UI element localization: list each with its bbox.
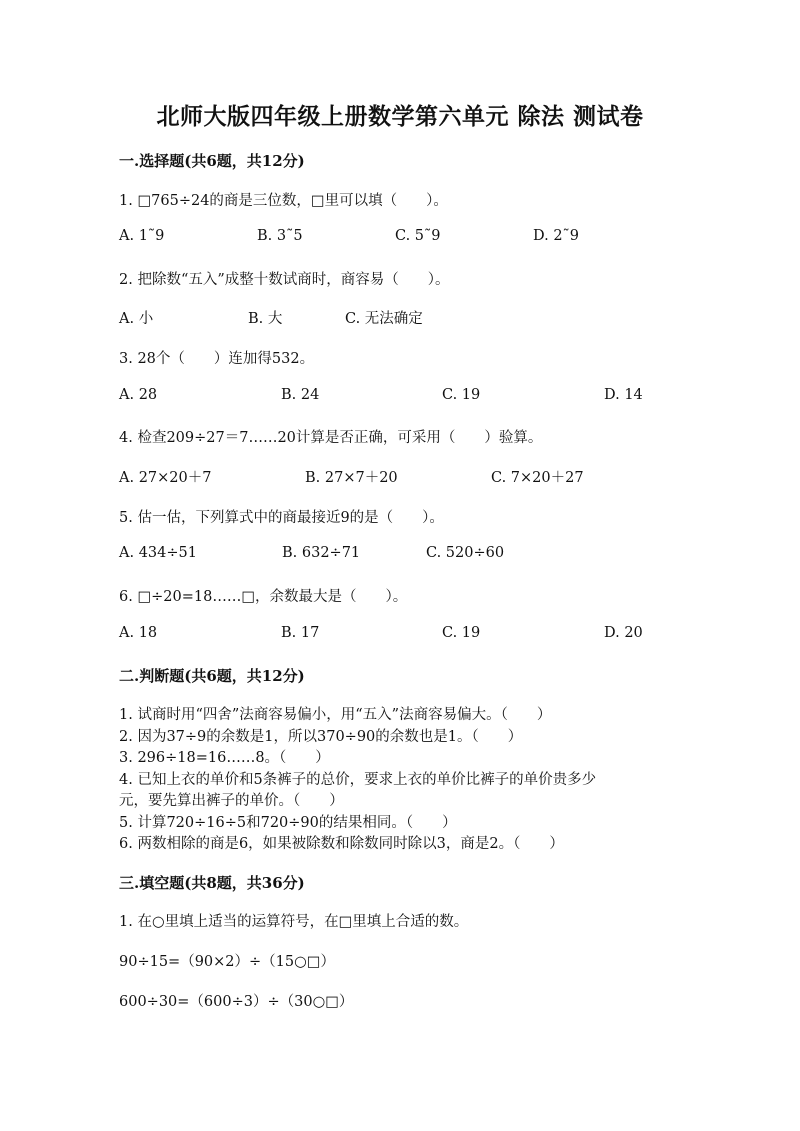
option-b: B. 17	[281, 625, 320, 641]
choice-options-3	[119, 387, 679, 407]
option-d: D. 2˜9	[533, 228, 580, 244]
choice-options-2	[119, 307, 679, 327]
choice-options-5	[119, 545, 679, 565]
judge-line: 6. 两数相除的商是6，如果被除数和除数同时除以3，商是2。（ ）	[119, 836, 564, 852]
option-a: A. 434÷51	[119, 545, 197, 561]
option-c: C. 7×20＋27	[491, 470, 584, 486]
option-a: A. 小	[119, 311, 154, 327]
judge-line: 元，要先算出裤子的单价。（ ）	[119, 793, 344, 809]
option-a: A. 28	[119, 387, 158, 403]
option-c: C. 无法确定	[345, 311, 423, 327]
judge-line: 2. 因为37÷9的余数是1，所以370÷90的余数也是1。（ ）	[119, 729, 523, 745]
option-a: A. 18	[119, 625, 158, 641]
option-c: C. 19	[442, 625, 481, 641]
option-b: B. 3˜5	[257, 228, 303, 244]
choice-question-4: 4. 检查209÷27＝7……20计算是否正确，可采用（ ）验算。	[119, 430, 543, 446]
option-a: A. 1˜9	[119, 228, 165, 244]
option-c: C. 5˜9	[395, 228, 441, 244]
option-b: B. 大	[248, 311, 283, 327]
option-d: D. 20	[604, 625, 643, 641]
fill-question-1: 1. 在○里填上适当的运算符号，在□里填上合适的数。	[119, 914, 469, 930]
choice-question-5: 5. 估一估，下列算式中的商最接近9的是（ ）。	[119, 510, 444, 526]
choice-options-4	[119, 466, 679, 486]
judge-line: 4. 已知上衣的单价和5条裤子的总价，要求上衣的单价比裤子的单价贵多少	[119, 772, 597, 788]
section-heading-choice: 一.选择题(共6题，共12分)	[119, 152, 305, 170]
section-heading-judge: 二.判断题(共6题，共12分)	[119, 667, 305, 685]
option-b: B. 24	[281, 387, 320, 403]
option-b: B. 27×7＋20	[305, 470, 398, 486]
judge-line: 5. 计算720÷16÷5和720÷90的结果相同。（ ）	[119, 815, 457, 831]
choice-question-3: 3. 28个（ ）连加得532。	[119, 351, 315, 367]
option-b: B. 632÷71	[282, 545, 361, 561]
fill-equation-2: 600÷30=（600÷3）÷（30○□）	[119, 994, 354, 1010]
option-c: C. 19	[442, 387, 481, 403]
page-title: 北师大版四年级上册数学第六单元 除法 测试卷	[156, 103, 644, 130]
choice-options-6	[119, 625, 679, 645]
fill-equation-1: 90÷15=（90×2）÷（15○□）	[119, 954, 335, 970]
option-a: A. 27×20＋7	[119, 470, 212, 486]
choice-options-1	[119, 228, 679, 248]
choice-question-6: 6. □÷20=18……□，余数最大是（ ）。	[119, 589, 408, 605]
choice-question-1: 1. □765÷24的商是三位数，□里可以填（ ）。	[119, 193, 448, 209]
option-c: C. 520÷60	[426, 545, 505, 561]
section-heading-fill: 三.填空题(共8题，共36分)	[119, 874, 305, 892]
judge-line: 1. 试商时用“四舍”法商容易偏小，用“五入”法商容易偏大。（ ）	[119, 707, 552, 723]
judge-line: 3. 296÷18=16……8。（ ）	[119, 750, 330, 766]
choice-question-2: 2. 把除数“五入”成整十数试商时，商容易（ ）。	[119, 272, 450, 288]
option-d: D. 14	[604, 387, 643, 403]
